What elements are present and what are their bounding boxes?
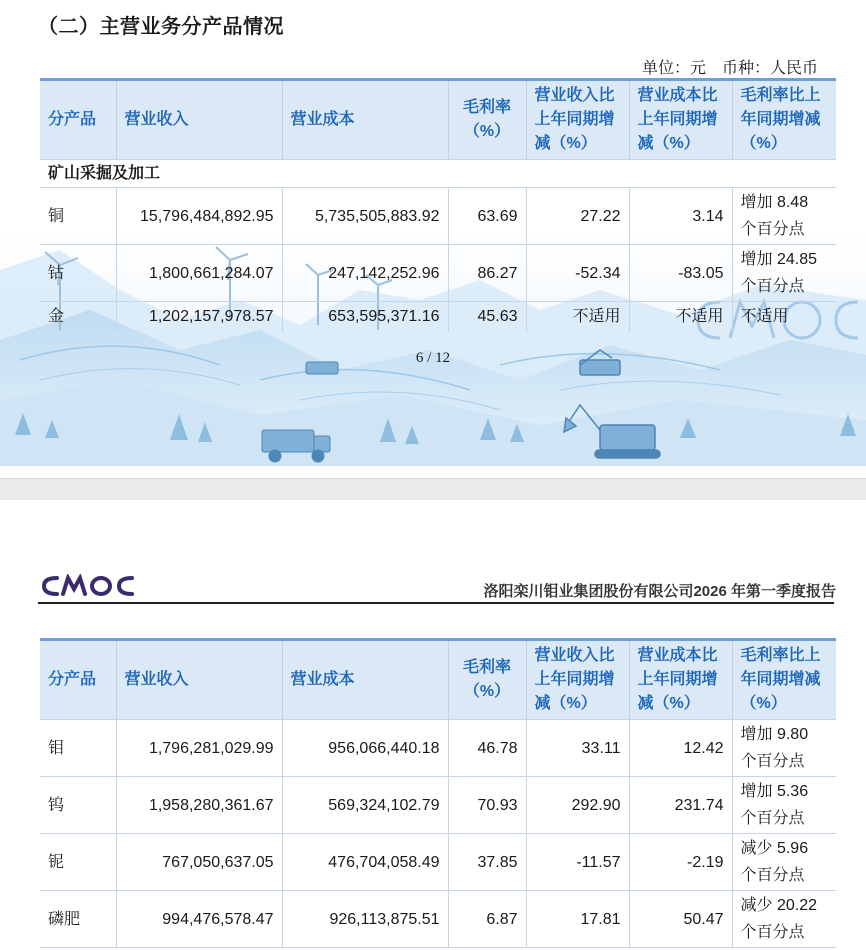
cost-change-cell: 不适用 <box>629 302 732 332</box>
revenue-cell: 1,800,661,284.07 <box>116 245 282 302</box>
cost-change-cell: 3.14 <box>629 188 732 245</box>
revenue-cell: 1,202,157,978.57 <box>116 302 282 332</box>
product-revenue-table-2 <box>40 638 836 948</box>
column-header: 营业成本比上年同期增减（%） <box>629 640 732 720</box>
revenue-cell: 1,958,280,361.67 <box>116 777 282 834</box>
revenue-cell: 1,796,281,029.99 <box>116 720 282 777</box>
column-header: 营业收入 <box>116 640 282 720</box>
column-header: 毛利率（%） <box>448 640 526 720</box>
cost-cell: 247,142,252.96 <box>282 245 448 302</box>
cost-cell: 476,704,058.49 <box>282 834 448 891</box>
section-title: （二）主营业务分产品情况 <box>38 16 284 38</box>
revenue-cell: 767,050,637.05 <box>116 834 282 891</box>
column-header: 营业收入比上年同期增减（%） <box>526 640 629 720</box>
revenue-change-cell: 33.11 <box>526 720 629 777</box>
gross-margin-cell: 37.85 <box>448 834 526 891</box>
product-cell: 金 <box>40 302 116 332</box>
cmoc-logo <box>40 574 136 598</box>
margin-change-cell: 增加 5.36 个百分点 <box>732 777 836 834</box>
revenue-change-cell: -11.57 <box>526 834 629 891</box>
cost-cell: 5,735,505,883.92 <box>282 188 448 245</box>
product-revenue-table-1 <box>40 78 836 332</box>
revenue-change-cell: 292.90 <box>526 777 629 834</box>
cost-change-cell: -2.19 <box>629 834 732 891</box>
margin-change-cell: 增加 8.48 个百分点 <box>732 188 836 245</box>
cost-cell: 926,113,875.51 <box>282 891 448 948</box>
unit-currency-line: 单位：元 币种：人民币 <box>641 60 818 77</box>
gross-margin-cell: 63.69 <box>448 188 526 245</box>
table-header-row <box>40 80 836 160</box>
product-cell: 铌 <box>40 834 116 891</box>
product-cell: 钼 <box>40 720 116 777</box>
column-header: 营业成本 <box>282 640 448 720</box>
cost-change-cell: 231.74 <box>629 777 732 834</box>
revenue-cell: 994,476,578.47 <box>116 891 282 948</box>
table-row <box>40 720 836 777</box>
product-cell: 铜 <box>40 188 116 245</box>
product-cell: 钴 <box>40 245 116 302</box>
column-header: 营业成本比上年同期增减（%） <box>629 80 732 160</box>
table-row <box>40 302 836 332</box>
table-row <box>40 245 836 302</box>
column-header: 分产品 <box>40 80 116 160</box>
revenue-cell: 15,796,484,892.95 <box>116 188 282 245</box>
cost-change-cell: -83.05 <box>629 245 732 302</box>
cost-cell: 653,595,371.16 <box>282 302 448 332</box>
margin-change-cell: 减少 20.22 个百分点 <box>732 891 836 948</box>
column-header: 营业成本 <box>282 80 448 160</box>
revenue-change-cell: 27.22 <box>526 188 629 245</box>
table-row <box>40 834 836 891</box>
gross-margin-cell: 46.78 <box>448 720 526 777</box>
category-label: 矿山采掘及加工 <box>40 160 836 188</box>
page-number: 6 / 12 <box>415 350 451 366</box>
margin-change-cell: 不适用 <box>732 302 836 332</box>
column-header: 营业收入 <box>116 80 282 160</box>
gross-margin-cell: 86.27 <box>448 245 526 302</box>
table-header-row <box>40 640 836 720</box>
revenue-change-cell: -52.34 <box>526 245 629 302</box>
revenue-change-cell: 17.81 <box>526 891 629 948</box>
cost-change-cell: 50.47 <box>629 891 732 948</box>
column-header: 毛利率比上年同期增减（%） <box>732 80 836 160</box>
table-row <box>40 777 836 834</box>
column-header: 分产品 <box>40 640 116 720</box>
page-separator <box>0 478 866 501</box>
column-header: 营业收入比上年同期增减（%） <box>526 80 629 160</box>
product-cell: 钨 <box>40 777 116 834</box>
gross-margin-cell: 70.93 <box>448 777 526 834</box>
product-cell: 磷肥 <box>40 891 116 948</box>
header-divider <box>38 602 834 604</box>
gross-margin-cell: 45.63 <box>448 302 526 332</box>
cost-change-cell: 12.42 <box>629 720 732 777</box>
revenue-change-cell: 不适用 <box>526 302 629 332</box>
page-2 <box>0 500 866 950</box>
margin-change-cell: 增加 9.80 个百分点 <box>732 720 836 777</box>
column-header: 毛利率比上年同期增减（%） <box>732 640 836 720</box>
cost-cell: 956,066,440.18 <box>282 720 448 777</box>
cost-cell: 569,324,102.79 <box>282 777 448 834</box>
table-row <box>40 891 836 948</box>
column-header: 毛利率（%） <box>448 80 526 160</box>
margin-change-cell: 增加 24.85 个百分点 <box>732 245 836 302</box>
category-row <box>40 160 836 188</box>
table-row <box>40 188 836 245</box>
document-title: 洛阳栾川钼业集团股份有限公司2026 年第一季度报告 <box>483 583 836 600</box>
gross-margin-cell: 6.87 <box>448 891 526 948</box>
margin-change-cell: 减少 5.96 个百分点 <box>732 834 836 891</box>
